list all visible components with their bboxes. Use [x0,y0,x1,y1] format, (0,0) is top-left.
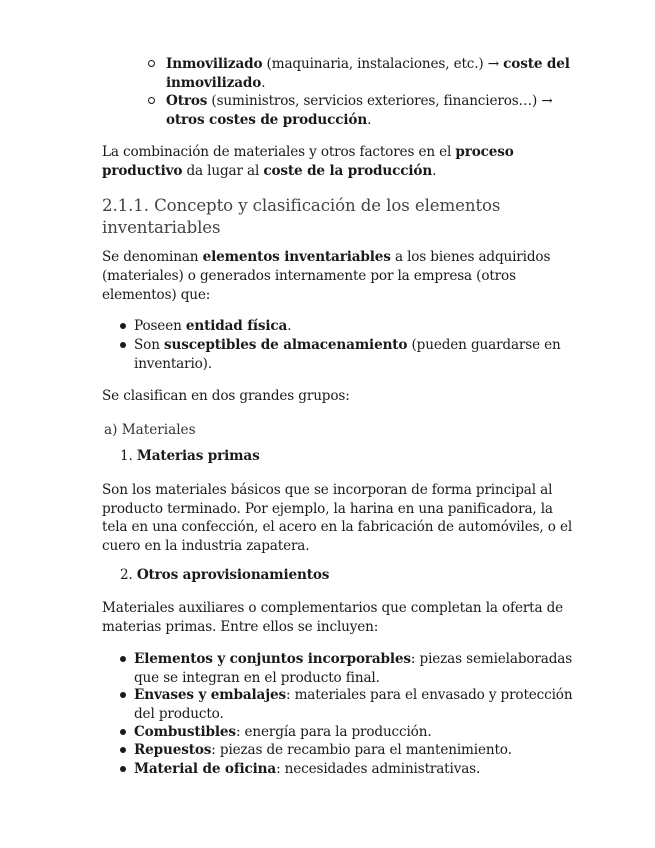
paragraph-line: (materiales) o generados internamente por la empresa (otros [102,268,516,284]
list-item-line: Inmovilizado (maquinaria, instalaciones, etc.) → coste del [166,56,570,72]
paragraph-line: Materiales auxiliares o complementarios que completan la oferta de [102,600,564,616]
paragraph-line: Son los materiales básicos que se incorporan de forma principal al [102,482,553,498]
paragraph-line: La combinación de materiales y otros factores en el proceso [102,144,514,160]
list-item-line: del producto. [134,706,224,722]
paragraph-line: Se clasifican en dos grandes grupos: [102,388,350,404]
list-item-line: Elementos y conjuntos incorporables: piezas semielaboradas [134,651,573,667]
list-item-line: inventario). [134,356,213,372]
list-item-line: Envases y embalajes: materiales para el envasado y protección [134,687,573,703]
list-item-line: Repuestos: piezas de recambio para el mantenimiento. [134,742,512,758]
list-item-line: que se integran en el producto final. [134,670,380,686]
bullet-icon [120,729,126,735]
section-heading: 2.1.1. Concepto y clasificación de los elementos [102,196,501,215]
circle-bullet-icon [148,60,155,67]
numbered-item: 2. Otros aprovisionamientos [120,567,330,583]
paragraph-line: producto terminado. Por ejemplo, la harina en una panificadora, la [102,501,553,517]
list-item-line: Otros (suministros, servicios exteriores, financieros…) → [166,93,553,109]
bullet-icon [120,656,126,662]
bullet-icon [120,323,126,329]
paragraph-line: Se denominan elementos inventariables a los bienes adquiridos [102,249,551,265]
bullet-icon [120,342,126,348]
list-item-line: inmovilizado. [166,75,266,91]
paragraph-line: elementos) que: [102,287,211,303]
list-item-line: Son susceptibles de almacenamiento (pueden guardarse en [134,337,561,353]
paragraph-line: productivo da lugar al coste de la producción. [102,163,437,179]
bullet-icon [120,692,126,698]
list-item-line: Combustibles: energía para la producción. [134,724,432,740]
group-heading: a) Materiales [104,422,196,438]
circle-bullet-icon [148,97,155,104]
list-item-line: otros costes de producción. [166,112,372,128]
list-item-line: Poseen entidad física. [134,318,292,334]
numbered-item: 1. Materias primas [120,448,260,464]
bullet-icon [120,747,126,753]
paragraph-line: cuero en la industria zapatera. [102,538,310,554]
section-heading: inventariables [102,218,221,237]
paragraph-line: materias primas. Entre ellos se incluyen: [102,619,379,635]
paragraph-line: tela en una confección, el acero en la fabricación de automóviles, o el [102,519,573,535]
bullet-icon [120,766,126,772]
list-item-line: Material de oficina: necesidades administrativas. [134,761,481,777]
